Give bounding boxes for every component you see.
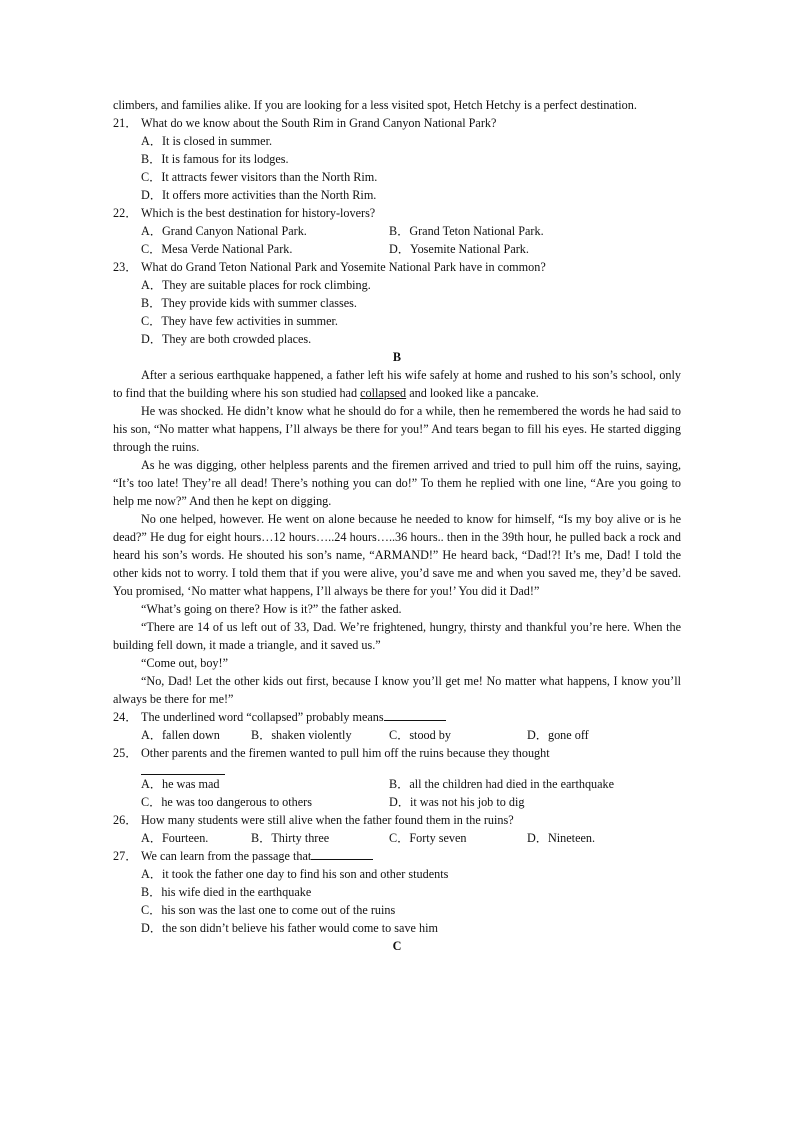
answer-blank[interactable] (311, 847, 373, 860)
question-23 (113, 258, 681, 276)
option-d[interactable]: D．it was not his job to dig (389, 795, 525, 809)
underlined-word: collapsed (360, 386, 407, 400)
question-text: Other parents and the firemen wanted to pull him off the ruins because they thought (141, 746, 550, 760)
option-d[interactable]: D．Nineteen. (527, 831, 596, 845)
passage-paragraph-6: “There are 14 of us left out of 33, Dad. We’re frightened, hungry, thirsty and thankful you’re here. When the building fell down, it made a triangle, and it saved us.” (113, 620, 681, 652)
passage-text: After a serious earthquake happened, a father left his wife safely at home and rushed to his son’s school, only to find that the building where his son studied had (113, 368, 681, 400)
option-row (141, 865, 681, 883)
question-number: 23． (113, 260, 138, 274)
option-b[interactable]: B．his wife died in the earthquake (141, 885, 312, 899)
option-row (141, 186, 681, 204)
option-row (141, 276, 681, 294)
option-d[interactable]: D．gone off (527, 728, 589, 742)
question-stem: We can learn from the passage that (141, 849, 312, 863)
passage-text: and looked like a pancake. (406, 386, 539, 400)
option-c[interactable]: C．Forty seven (389, 831, 467, 845)
option-row (141, 150, 681, 168)
passage-paragraph-7: “Come out, boy!” (141, 656, 228, 670)
option-a[interactable]: A．fallen down (141, 728, 220, 742)
question-text: What do Grand Teton National Park and Yosemite National Park have in common? (141, 260, 546, 274)
option-row (141, 222, 681, 240)
option-row (141, 294, 681, 312)
passage-paragraph-1 (113, 366, 681, 402)
option-a[interactable]: A．They are suitable places for rock climbing. (141, 278, 371, 292)
option-d[interactable]: D．Yosemite National Park. (389, 242, 529, 256)
option-b[interactable]: B．It is famous for its lodges. (141, 152, 289, 166)
question-21 (113, 114, 681, 132)
option-row (141, 240, 681, 258)
question-number: 27． (113, 849, 138, 863)
option-row (141, 793, 681, 811)
option-row (141, 919, 681, 937)
question-number: 25． (113, 746, 138, 760)
option-row (141, 330, 681, 348)
option-row (141, 168, 681, 186)
exam-page (113, 96, 681, 955)
question-22 (113, 204, 681, 222)
question-25 (113, 744, 681, 762)
option-c[interactable]: C．his son was the last one to come out of the ruins (141, 903, 396, 917)
option-a[interactable]: A．Fourteen. (141, 831, 209, 845)
passage-paragraph-3: As he was digging, other helpless parents and the firemen arrived and tried to pull him off the ruins, saying, “It’s too late! They’re all dead! There’s nothing you can do!” To them he replied with one line, “Are you going to help me now?” And then he kept on digging. (113, 458, 681, 508)
question-number: 22． (113, 206, 138, 220)
option-b[interactable]: B．shaken violently (251, 728, 352, 742)
option-c[interactable]: C．Mesa Verde National Park. (141, 242, 293, 256)
question-text: How many students were still alive when the father found them in the ruins? (141, 813, 514, 827)
option-row (141, 775, 681, 793)
option-row (141, 726, 681, 744)
passage-paragraph-4: No one helped, however. He went on alone because he needed to know for himself, “Is my boy alive or is he dead?” He dug for eight hours…12 hours…..24 hours…..36 hours.. then in the 39th hour, he pulled back a rock and heard his son’s words. He shouted his son’s name, “ARMAND!” He heard back, “Dad!?! It’s me, Dad! I told the other kids not to worry. I told them that if you were alive, you’d save me and when you saved me, they’d be saved. You promised, ‘No matter what happens, I’ll always be there for you!’ You did it Dad!” (113, 512, 681, 598)
intro-paragraph: climbers, and families alike. If you are looking for a less visited spot, Hetch Hetchy is a perfect destination. (113, 98, 637, 112)
section-heading-c: C (392, 939, 402, 953)
option-b[interactable]: B．Thirty three (251, 831, 330, 845)
answer-blank[interactable] (141, 762, 225, 775)
passage-paragraph-2: He was shocked. He didn’t know what he should do for a while, then he remembered the words he had said to his son, “No matter what happens, I’ll always be there for you!” And tears began to fill his eyes. He started digging through the ruins. (113, 404, 681, 454)
option-a[interactable]: A．he was mad (141, 777, 220, 791)
option-row (141, 132, 681, 150)
passage-paragraph-5: “What’s going on there? How is it?” the father asked. (141, 602, 402, 616)
question-number: 26． (113, 813, 138, 827)
option-row (141, 829, 681, 847)
option-row (141, 883, 681, 901)
option-row (141, 901, 681, 919)
question-text (141, 708, 446, 726)
option-a[interactable]: A．Grand Canyon National Park. (141, 224, 307, 238)
option-row (141, 312, 681, 330)
option-b[interactable]: B．Grand Teton National Park. (389, 224, 544, 238)
question-text (141, 847, 373, 865)
option-a[interactable]: A．It is closed in summer. (141, 134, 273, 148)
option-d[interactable]: D．the son didn’t believe his father would come to save him (141, 921, 438, 935)
question-number: 24． (113, 710, 138, 724)
question-stem: The underlined word “collapsed” probably means (141, 710, 384, 724)
blank-row (141, 762, 681, 775)
answer-blank[interactable] (384, 708, 446, 721)
question-24 (113, 708, 681, 726)
option-a[interactable]: A．it took the father one day to find his son and other students (141, 867, 449, 881)
option-c[interactable]: C．It attracts fewer visitors than the North Rim. (141, 170, 378, 184)
option-c[interactable]: C．They have few activities in summer. (141, 314, 338, 328)
option-d[interactable]: D．They are both crowded places. (141, 332, 312, 346)
option-b[interactable]: B．all the children had died in the earthquake (389, 777, 615, 791)
passage-paragraph-8: “No, Dad! Let the other kids out first, because I know you’ll get me! No matter what happens, I know you’ll always be there for me!” (113, 674, 681, 706)
section-heading-b: B (392, 350, 402, 364)
question-27 (113, 847, 681, 865)
question-26 (113, 811, 681, 829)
question-number: 21． (113, 116, 138, 130)
option-c[interactable]: C．he was too dangerous to others (141, 795, 312, 809)
option-c[interactable]: C．stood by (389, 728, 451, 742)
option-d[interactable]: D．It offers more activities than the North Rim. (141, 188, 377, 202)
question-text: Which is the best destination for history-lovers? (141, 206, 376, 220)
question-text: What do we know about the South Rim in Grand Canyon National Park? (141, 116, 497, 130)
option-b[interactable]: B．They provide kids with summer classes. (141, 296, 357, 310)
